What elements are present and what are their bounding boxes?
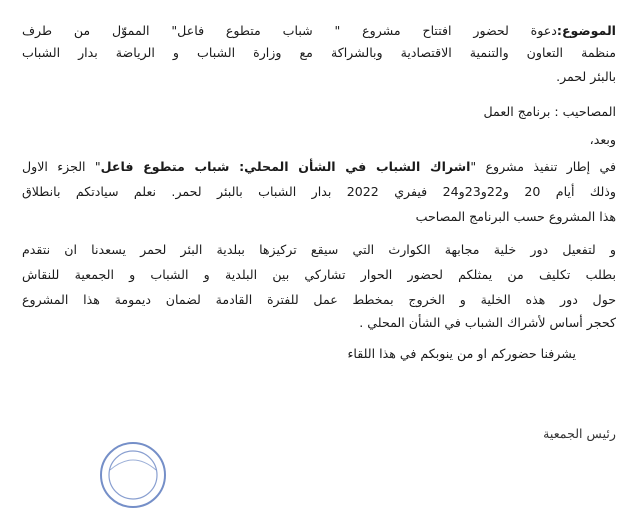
project-title: اشراك الشباب في الشأن المحلي: شباب متطوع فاعل	[100, 159, 471, 174]
paragraph-2-line-1: و لتفعيل دور خلية مجابهة الكوارث التي سيقع تركيزها ببلدية البئر لحمر يسعدنا ان نتقدم	[22, 242, 616, 257]
stamp-seal	[98, 440, 168, 510]
signature-title: رئيس الجمعية	[543, 426, 616, 441]
subject-line-2: منظمة التعاون والتنمية الاقتصادية وبالشراكة مع وزارة الشباب و الرياضة بدار الشباب	[22, 45, 616, 60]
closing-line: يشرفنا حضوركم او من ينوبكم في هذا اللقاء	[347, 346, 576, 361]
p1-prefix: في إطار تنفيذ مشروع "	[470, 159, 616, 174]
paragraph-1-line-1	[22, 158, 616, 176]
paragraph-1-line-3: هذا المشروع حسب البرنامج المصاحب	[415, 209, 616, 224]
paragraph-2-line-3: حول دور هذه الخلية و الخروج بمخطط عمل للفترة القادمة لضمان ديمومة هذا المشروع	[22, 292, 616, 307]
p1-suffix: " الجزء الاول	[22, 159, 101, 174]
attachment-line: المصاحيب : برنامج العمل	[483, 104, 616, 119]
paragraph-2-line-4: كحجر أساس لأشراك الشباب في الشأن المحلي .	[359, 315, 616, 330]
paragraph-1-line-2: وذلك أيام 20 و22و23و24 فيفري 2022 بدار الشباب بالبئر لحمر. نعلم سيادتكم بانطلاق	[22, 184, 616, 199]
subject-label: الموضوع:	[556, 23, 616, 38]
subject-line-1	[22, 22, 616, 40]
paragraph-2-line-2: بطلب تكليف من يمثلكم لحضور الحوار تشاركي بين البلدية و الشباب و الجمعية للنقاش	[22, 267, 616, 282]
greeting: وبعد،	[589, 132, 616, 147]
subject-line-3: بالبئر لحمر.	[556, 69, 616, 84]
subject-text-1: دعوة لحضور افتتاح مشروع " شباب متطوع فاعل" المموّل من طرف	[22, 23, 557, 38]
